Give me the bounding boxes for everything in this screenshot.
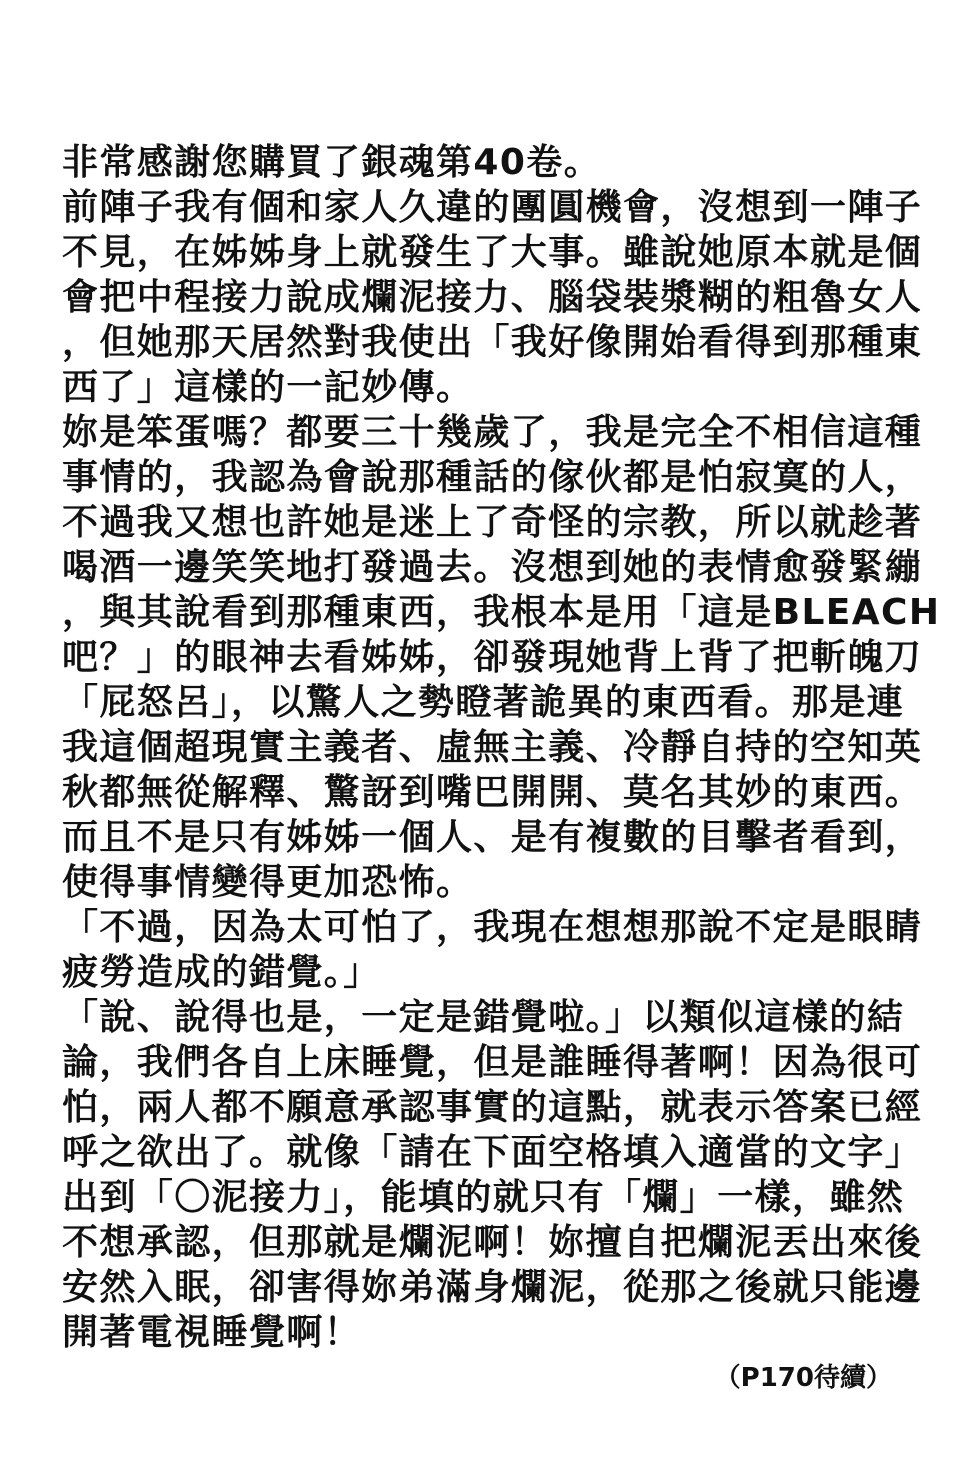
text-line: 秋都無從解釋、驚訝到嘴巴開開、莫名其妙的東西。 bbox=[62, 772, 923, 813]
text-line: 而且不是只有姊姊一個人、是有複數的目擊者看到， bbox=[62, 817, 923, 858]
text-line: 開著電視睡覺啊！ bbox=[62, 1312, 362, 1353]
text-line: 怕，兩人都不願意承認事實的這點，就表示答案已經 bbox=[62, 1087, 923, 1128]
text-line: 不想承認，但那就是爛泥啊！妳擅自把爛泥丟出來後 bbox=[62, 1222, 923, 1263]
body-text bbox=[62, 140, 941, 1355]
text-line: ，與其說看到那種東西，我根本是用「這是BLEACH bbox=[62, 592, 941, 633]
text-line: 「說、說得也是，一定是錯覺啦。」以類似這樣的結 bbox=[62, 997, 905, 1038]
text-line: 使得事情變得更加恐怖。 bbox=[62, 862, 474, 903]
text-line: 吧？」的眼神去看姊姊，卻發現她背上背了把斬魄刀 bbox=[62, 637, 923, 678]
text-line: 非常感謝您購買了銀魂第40卷。 bbox=[62, 142, 602, 183]
text-line: 妳是笨蛋嗎？都要三十幾歲了，我是完全不相信這種 bbox=[62, 412, 923, 453]
text-line: 「不過，因為太可怕了，我現在想想那說不定是眼睛 bbox=[62, 907, 923, 948]
text-line: 呼之欲出了。就像「請在下面空格填入適當的文字」 bbox=[62, 1132, 923, 1173]
text-line: 不過我又想也許她是迷上了奇怪的宗教，所以就趁著 bbox=[62, 502, 923, 543]
text-line: 論，我們各自上床睡覺，但是誰睡得著啊！因為很可 bbox=[62, 1042, 923, 1083]
text-line: 疲勞造成的錯覺。」 bbox=[62, 952, 381, 993]
text-line: 出到「〇泥接力」，能填的就只有「爛」一樣，雖然 bbox=[62, 1177, 905, 1218]
text-line: 喝酒一邊笑笑地打發過去。沒想到她的表情愈發緊繃 bbox=[62, 547, 923, 588]
text-line: 事情的，我認為會說那種話的傢伙都是怕寂寞的人， bbox=[62, 457, 923, 498]
text-line: ，但她那天居然對我使出「我好像開始看得到那種東 bbox=[62, 322, 923, 363]
text-line: 不見，在姊姊身上就發生了大事。雖說她原本就是個 bbox=[62, 232, 923, 273]
text-line: 我這個超現實主義者、虛無主義、冷靜自持的空知英 bbox=[62, 727, 923, 768]
text-line: 安然入眠，卻害得妳弟滿身爛泥，從那之後就只能邊 bbox=[62, 1267, 923, 1308]
continued-note: （P170待續） bbox=[714, 1363, 892, 1393]
text-line: 前陣子我有個和家人久違的團圓機會，沒想到一陣子 bbox=[62, 187, 923, 228]
text-line: 西了」這樣的一記妙傳。 bbox=[62, 367, 474, 408]
text-line: 「屁怒呂」，以驚人之勢瞪著詭異的東西看。那是連 bbox=[62, 682, 905, 723]
text-line: 會把中程接力說成爛泥接力、腦袋裝漿糊的粗魯女人 bbox=[62, 277, 923, 318]
